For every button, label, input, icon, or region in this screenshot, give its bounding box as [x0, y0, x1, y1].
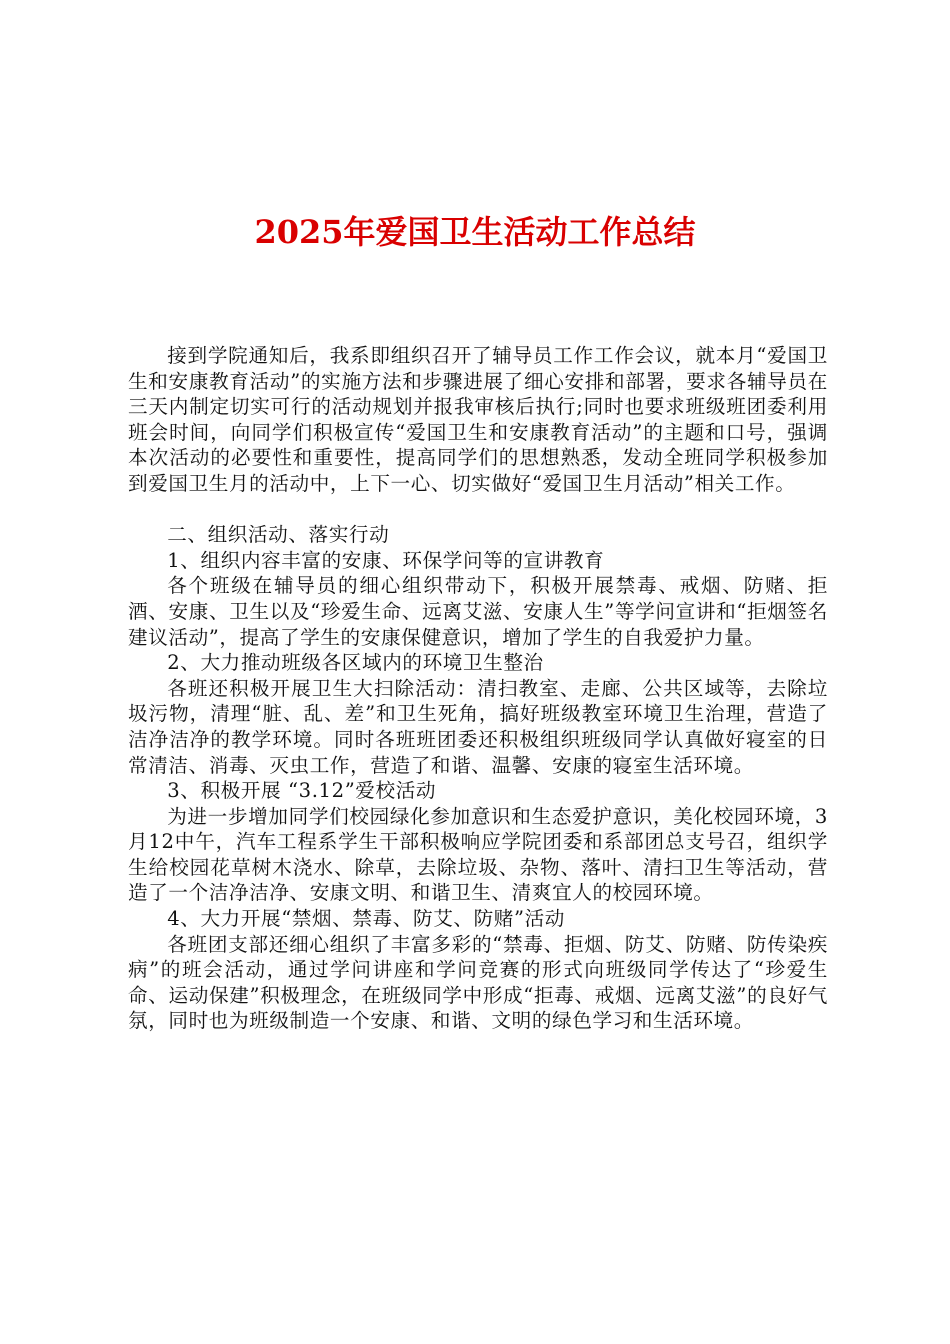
intro-paragraph: 接到学院通知后，我系即组织召开了辅导员工作工作会议，就本月“爱国卫生和安康教育活动”的实施方法和步骤进展了细心安排和部署，要求各辅导员在三天内制定切实可行的活动规划并报我审核后执行;同时也要求班级班团委利用班会时间，向同学们积极宣传“爱国卫生和安康教育活动”的主题和口号，强调本次活动的必要性和重要性，提高同学们的思想熟悉，发动全班同学积极参加到爱国卫生月的活动中，上下一心、切实做好“爱国卫生月活动”相关工作。: [128, 344, 828, 495]
document-title: 2025年爱国卫生活动工作总结: [254, 213, 696, 251]
subsection-heading-4: 4、大力开展“禁烟、禁毒、防艾、防赌”活动: [167, 907, 565, 931]
subsection-heading-1: 1、组织内容丰富的安康、环保学问等的宣讲教育: [167, 548, 605, 572]
paragraph-4: 各班团支部还细心组织了丰富多彩的“禁毒、拒烟、防艾、防赌、防传染疾病”的班会活动，通过学问讲座和学问竞赛的形式向班级同学传达了“珍爱生命、运动保建”积极理念，在班级同学中形成“拒毒、戒烟、远离艾滋”的良好气氛，同时也为班级制造一个安康、和谐、文明的绿色学习和生活环境。: [128, 932, 828, 1033]
section-heading: 二、组织活动、落实行动: [167, 523, 390, 547]
paragraph-1: 各个班级在辅导员的细心组织带动下，积极开展禁毒、戒烟、防赌、拒酒、安康、卫生以及“珍爱生命、远离艾滋、安康人生”等学问宣讲和“拒烟签名建议活动”，提高了学生的安康保健意识，增加了学生的自我爱护力量。: [128, 574, 828, 649]
paragraph-3: 为进一步增加同学们校园绿化参加意识和生态爱护意识，美化校园环境，3月12中午，汽车工程系学生干部积极响应学院团委和系部团总支号召，组织学生给校园花草树木浇水、除草，去除垃圾、杂物、落叶、清扫卫生等活动，营造了一个洁净洁净、安康文明、和谐卫生、清爽宜人的校园环境。: [128, 804, 828, 905]
subsection-heading-2: 2、大力推动班级各区域内的环境卫生整治: [167, 651, 544, 675]
subsection-heading-3: 3、积极开展 “3.12”爱校活动: [167, 779, 437, 803]
paragraph-gap: [128, 497, 828, 523]
document-body: [128, 343, 828, 1034]
paragraph-2: 各班还积极开展卫生大扫除活动：清扫教室、走廊、公共区域等，去除垃圾污物，清理“脏、乱、差”和卫生死角，搞好班级教室环境卫生治理，营造了洁净洁净的教学环境。同时各班班团委还积极组织班级同学认真做好寝室的日常清洁、消毒、灭虫工作，营造了和谐、温馨、安康的寝室生活环境。: [128, 676, 828, 777]
